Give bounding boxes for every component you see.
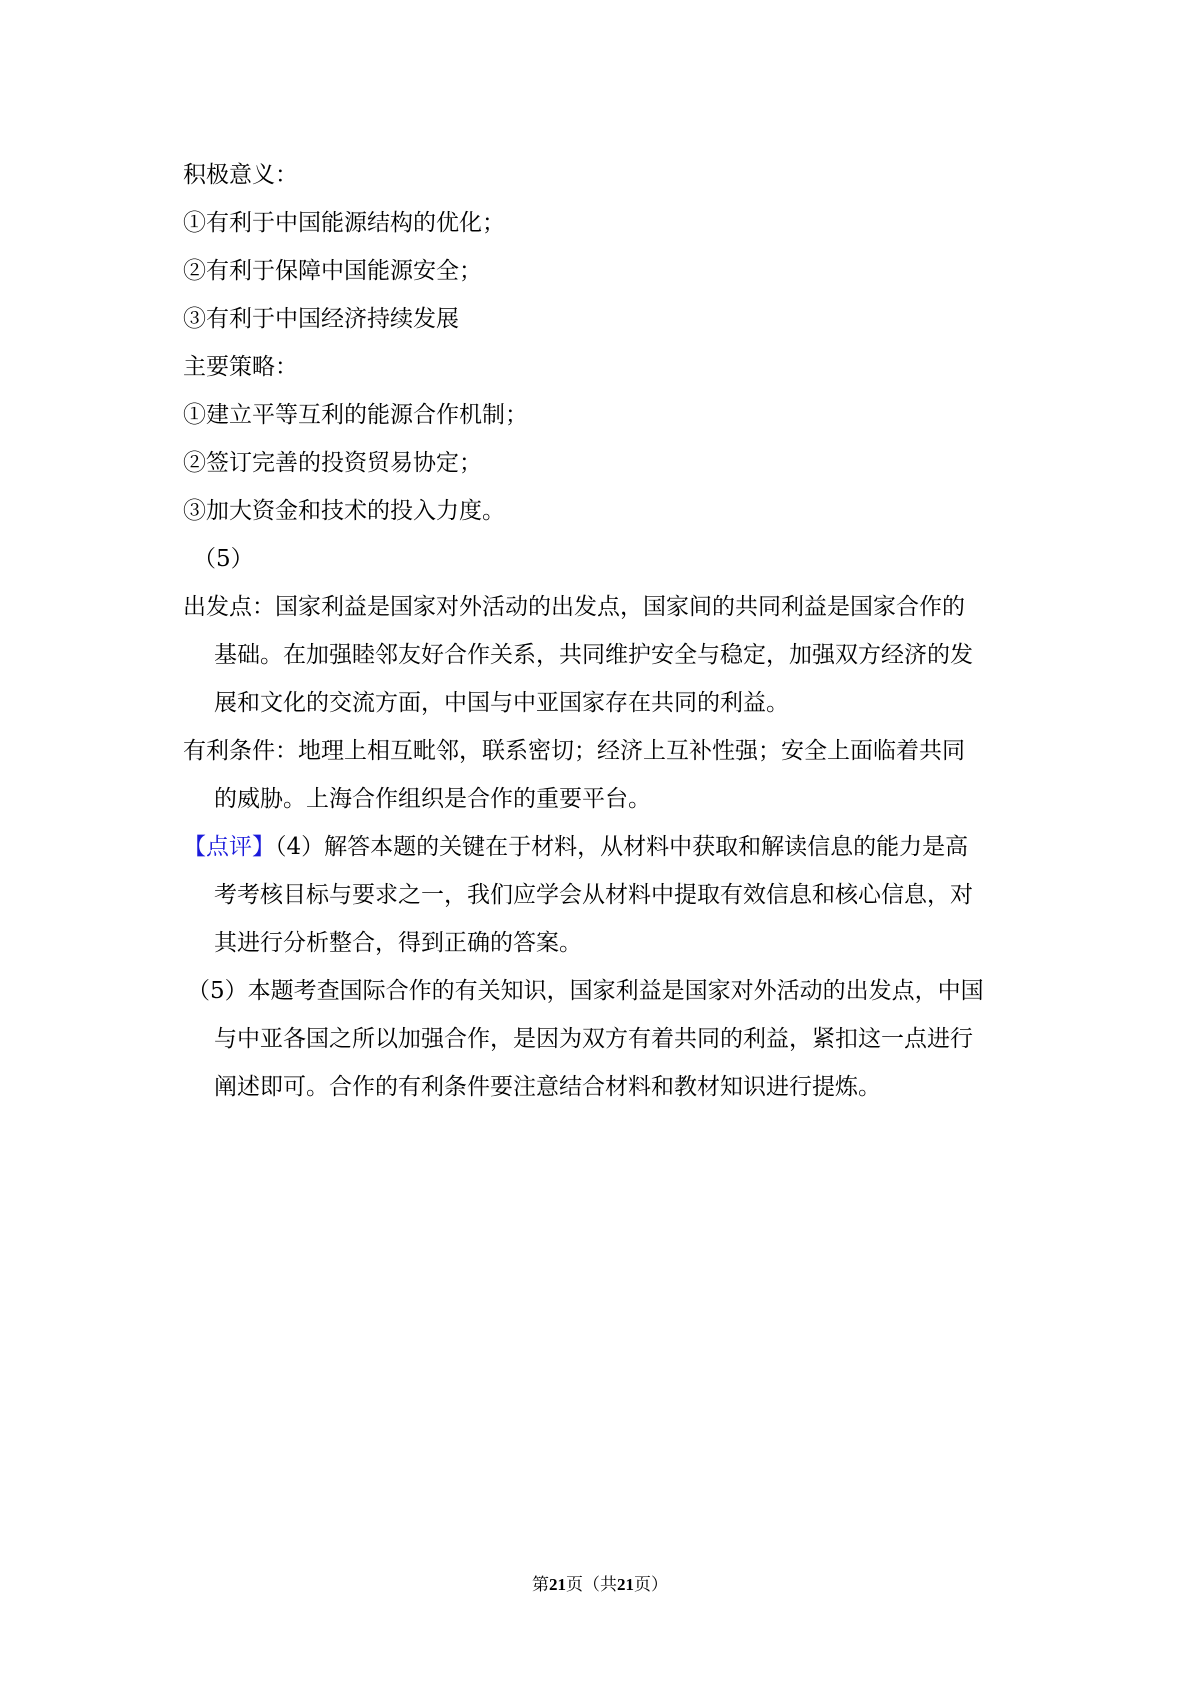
paragraph-line: 出发点：国家利益是国家对外活动的出发点，国家间的共同利益是国家合作的 (183, 594, 965, 620)
comment-line: 与中亚各国之所以加强合作，是因为双方有着共同的利益，紧扣这一点进行 (214, 1026, 973, 1052)
comment-text: （4）解答本题的关键在于材料，从材料中获取和解读信息的能力是高 (275, 834, 969, 860)
footer-suffix: 页） (634, 1575, 668, 1595)
total-pages: 21 (617, 1575, 634, 1594)
strategy-item-1: ①建立平等互利的能源合作机制； (183, 402, 528, 428)
paragraph-line: 展和文化的交流方面，中国与中亚国家存在共同的利益。 (214, 690, 789, 716)
paragraph-line: 基础。在加强睦邻友好合作关系，共同维护安全与稳定，加强双方经济的发 (214, 642, 973, 668)
paragraph-line: 的威胁。上海合作组织是合作的重要平台。 (214, 786, 651, 812)
comment-line: 考考核目标与要求之一，我们应学会从材料中提取有效信息和核心信息，对 (214, 882, 973, 908)
significance-item-1: ①有利于中国能源结构的优化； (183, 210, 505, 236)
significance-item-3: ③有利于中国经济持续发展 (183, 306, 459, 332)
strategy-item-3: ③加大资金和技术的投入力度。 (183, 498, 505, 524)
starting-point-paragraph (183, 583, 1033, 727)
footer-middle: 页（共 (566, 1575, 617, 1595)
page-number: 21 (549, 1575, 566, 1594)
comment-line: 其进行分析整合，得到正确的答案。 (214, 930, 582, 956)
comment-line: 阐述即可。合作的有利条件要注意结合材料和教材知识进行提炼。 (214, 1074, 881, 1100)
paragraph-line: 有利条件：地理上相互毗邻，联系密切；经济上互补性强；安全上面临着共同 (183, 738, 965, 764)
strategy-item-2: ②签订完善的投资贸易协定； (183, 450, 482, 476)
question-5-label: （5） (193, 546, 254, 572)
comment-section (183, 823, 1033, 1111)
page-footer (0, 1573, 1200, 1597)
comment-tag: 【点评】 (183, 834, 275, 860)
comment-line (183, 823, 1033, 871)
heading-main-strategies: 主要策略： (183, 354, 298, 380)
favorable-conditions-paragraph (183, 727, 1033, 823)
significance-item-2: ②有利于保障中国能源安全； (183, 258, 482, 284)
heading-positive-significance: 积极意义： (183, 162, 298, 188)
footer-prefix: 第 (532, 1575, 549, 1595)
comment-line: （5）本题考查国际合作的有关知识，国家利益是国家对外活动的出发点，中国 (187, 978, 984, 1004)
answer-text (183, 151, 1033, 1111)
